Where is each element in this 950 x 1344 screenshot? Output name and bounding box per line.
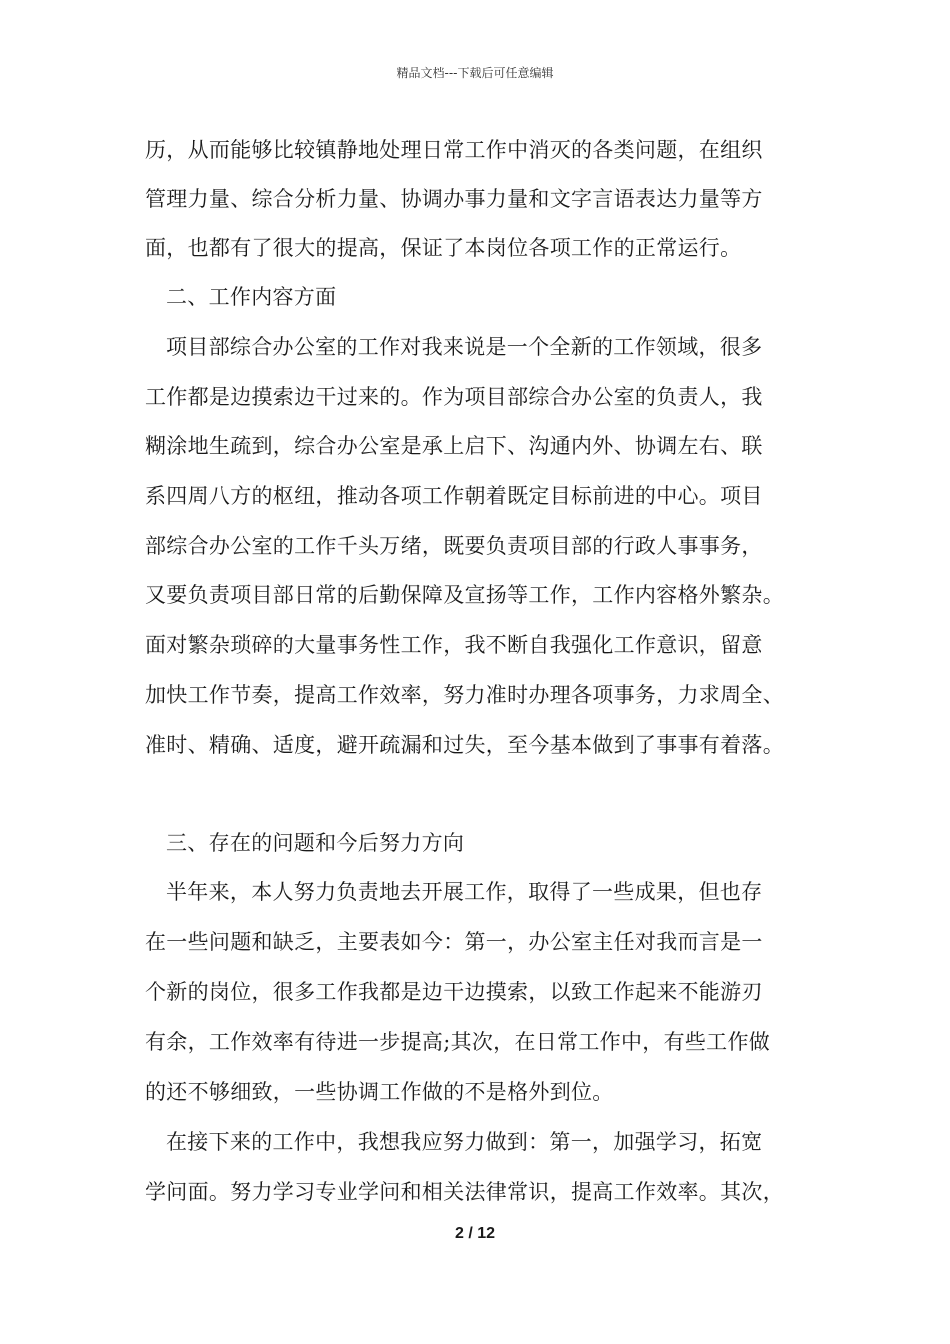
text-line: 历，从而能够比较镇静地处理日常工作中消灭的各类问题，在组织 [145,138,763,162]
text-line: 的还不够细致，一些协调工作做的不是格外到位。 [145,1080,614,1104]
text-line: 加快工作节奏，提高工作效率，努力准时办理各项事务，力求周全、 [145,683,784,707]
page-header: 精品文档---下载后可任意编辑 [396,66,554,80]
text-line: 学问面。努力学习专业学问和相关法律常识，提高工作效率。其次， [145,1180,784,1204]
text-line: 工作都是边摸索边干过来的。作为项目部综合办公室的负责人，我 [145,385,763,409]
text-line: 准时、精确、适度，避开疏漏和过失，至今基本做到了事事有着落。 [145,733,784,757]
text-line: 在一些问题和缺乏，主要表如今：第一，办公室主任对我而言是一 [145,930,763,954]
text-line: 管理力量、综合分析力量、协调办事力量和文字言语表达力量等方 [145,187,763,211]
text-line: 面，也都有了很大的提高，保证了本岗位各项工作的正常运行。 [145,236,742,260]
page-number: 2 / 12 [454,1225,496,1242]
text-line: 糊涂地生疏到，综合办公室是承上启下、沟通内外、协调左右、联 [145,434,763,458]
section-heading: 三、存在的问题和今后努力方向 [166,831,465,855]
text-line: 部综合办公室的工作千头万绪，既要负责项目部的行政人事事务， [145,534,763,558]
text-line: 个新的岗位，很多工作我都是边干边摸索，以致工作起来不能游刃 [145,980,763,1004]
text-line: 面对繁杂琐碎的大量事务性工作，我不断自我强化工作意识，留意 [145,633,763,657]
text-line: 系四周八方的枢纽，推动各项工作朝着既定目标前进的中心。项目 [145,484,763,508]
section-heading: 二、工作内容方面 [166,285,337,309]
text-line: 半年来，本人努力负责地去开展工作，取得了一些成果，但也存 [166,880,763,904]
text-line: 有余，工作效率有待进一步提高;其次，在日常工作中，有些工作做 [145,1030,771,1054]
text-line: 在接下来的工作中，我想我应努力做到：第一，加强学习，拓宽 [166,1130,763,1154]
text-line: 项目部综合办公室的工作对我来说是一个全新的工作领域，很多 [166,335,763,359]
text-line: 又要负责项目部日常的后勤保障及宣扬等工作，工作内容格外繁杂。 [145,583,784,607]
